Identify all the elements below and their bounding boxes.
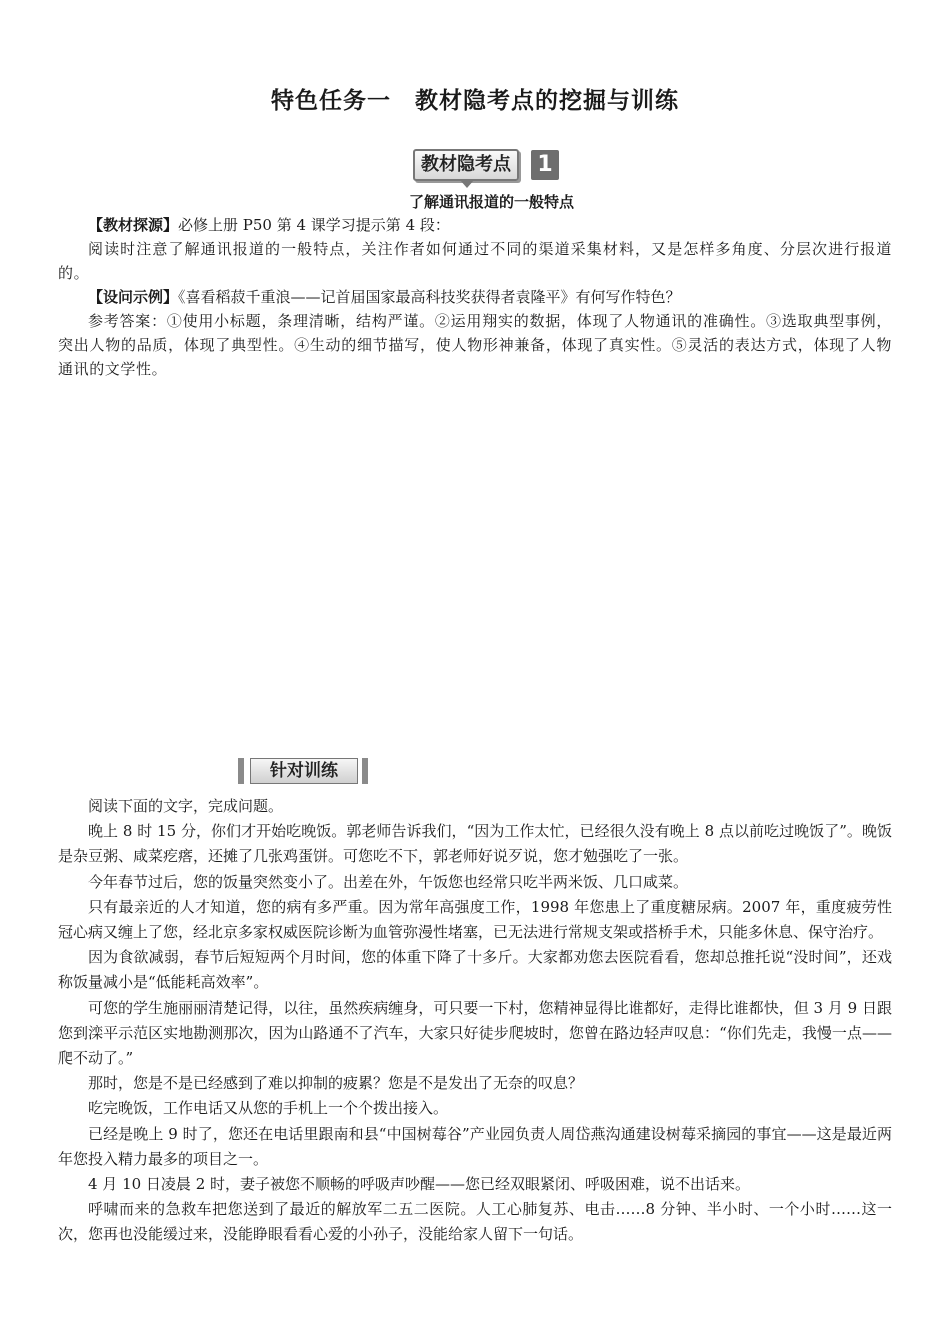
source-text: 必修上册 P50 第 4 课学习提示第 4 段： [178,216,450,234]
section-badge-number: 1 [531,150,559,180]
passage-paragraph: 阅读下面的文字，完成问题。 [88,797,284,815]
passage-paragraph: 只有最亲近的人才知道，您的病有多严重。因为常年高强度工作，1998 年您患上了重度糖尿病。2007 年，重度疲劳性冠心病又缠上了您，经北京多家权威医院诊断为血管弥漫性堵塞，已无法进行常规支架或搭桥手术，只能多休息、保守治疗。 [58,897,892,942]
training-passage [58,794,892,1248]
answer-paragraph: 参考答案：①使用小标题，条理清晰，结构严谨。②运用翔实的数据，体现了人物通讯的准确性。③选取典型事例，突出人物的品质，体现了典型性。④生动的细节描写，使人物形神兼备，体现了真实性。⑤灵活的表达方式，体现了人物通讯的文学性。 [58,312,892,378]
passage-paragraph: 4 月 10 日凌晨 2 时，妻子被您不顺畅的呼吸声吵醒——您已经双眼紧闭、呼吸困难，说不出话来。 [88,1175,751,1194]
training-badge [238,758,368,784]
section-badge [413,150,559,180]
question-line [58,285,892,309]
passage-paragraph: 吃完晚饭，工作电话又从您的手机上一个个拨出接入。 [88,1099,449,1118]
source-tag: 【教材探源】 [88,216,179,234]
passage-paragraph: 因为食欲减弱，春节后短短两个月时间，您的体重下降了十多斤。大家都劝您去医院看看，您却总推托说“没时间”，还戏称饭量减小是“低能耗高效率”。 [58,948,892,992]
section-subtitle: 了解通讯报道的一般特点 [408,193,574,211]
passage-paragraph: 可您的学生施丽丽清楚记得，以往，虽然疾病缠身，可只要一下村，您精神显得比谁都好，走得比谁都快，但 3 月 9 日跟您到滦平示范区实地勘测那次，因为山路通不了汽车，大家只好徒步爬坡时，您曾在路边轻声叹息：“你们先走，我慢一点——爬不动了。” [58,998,892,1068]
training-badge-label: 针对训练 [250,758,358,784]
passage-paragraph: 已经是晚上 9 时了，您还在电话里跟南和县“中国树莓谷”产业园负责人周岱燕沟通建设树莓采摘园的事宜——这是最近两年您投入精力最多的项目之一。 [58,1124,892,1168]
passage-paragraph: 晚上 8 时 15 分，你们才开始吃晚饭。郭老师告诉我们，“因为工作太忙，已经很久没有晚上 8 点以前吃过晚饭了”。晚饭是杂豆粥、咸菜疙瘩，还摊了几张鸡蛋饼。可您吃不下，郭老师好说歹说，您才勉强吃了一张。 [58,822,892,866]
page-title: 特色任务一 教材隐考点的挖掘与训练 [271,88,679,114]
training-badge-left-bar [238,758,244,784]
passage-paragraph: 今年春节过后，您的饭量突然变小了。出差在外，午饭您也经常只吃半两米饭、几口咸菜。 [88,872,689,891]
question-text: 《喜看稻菽千重浪——记首届国家最高科技奖获得者袁隆平》有何写作特色？ [178,288,681,306]
source-quote: 阅读时注意了解通讯报道的一般特点，关注作者如何通过不同的渠道采集材料，又是怎样多角度、分层次进行报道的。 [58,240,892,282]
section-badge-label: 教材隐考点 [413,149,519,181]
passage-paragraph: 那时，您是不是已经感到了难以抑制的疲累？您是不是发出了无奈的叹息？ [88,1074,584,1093]
source-block [58,213,892,381]
question-tag: 【设问示例】 [88,288,179,306]
passage-paragraph: 呼啸而来的急救车把您送到了最近的解放军二五二医院。人工心肺复苏、电击……8 分钟、半小时、一个小时……这一次，您再也没能缓过来，没能睁眼看看心爱的小孙子，没能给家人留下一句话。 [58,1200,892,1244]
source-line [58,213,892,237]
training-badge-right-bar [362,758,368,784]
